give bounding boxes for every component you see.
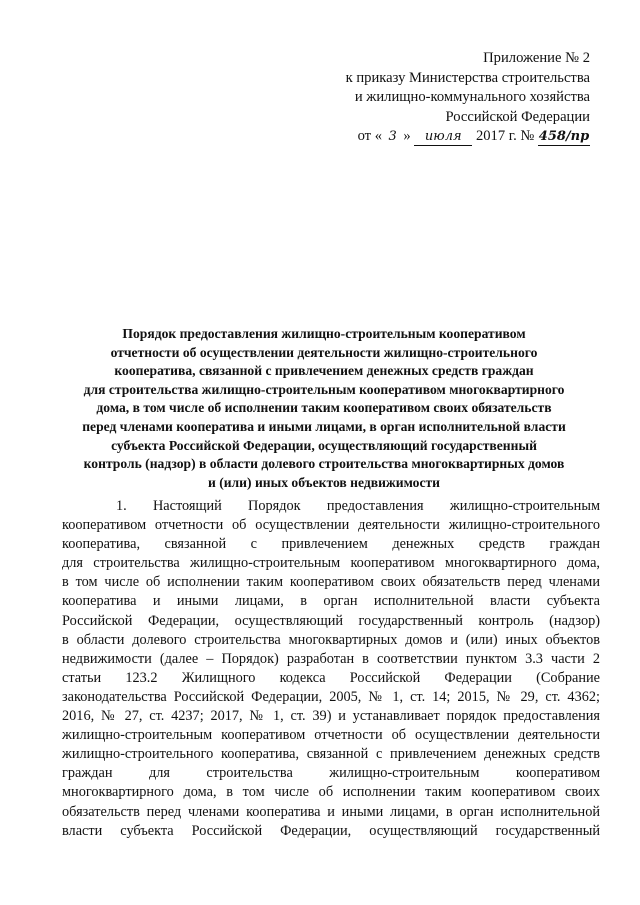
body-line: в том числе об исполнении таким кооперативом своих обязательств перед членами xyxy=(62,574,600,591)
document-title xyxy=(48,325,600,492)
appendix-ministry: и жилищно-коммунального хозяйства xyxy=(354,89,590,105)
date-month-handwritten: июля xyxy=(414,129,472,146)
body-line: 2016, № 27, ст. 4237; 2017, № 1, ст. 39) и устанавливает порядок предоставления xyxy=(62,708,600,725)
title-line: контроль (надзор) в области долевого строительства многоквартирных домов xyxy=(83,456,565,472)
body-line: власти субъекта Российской Федерации, осуществляющий государственный xyxy=(62,822,600,839)
body-line: кооперативом отчетности об осуществлении деятельности жилищно-строительного xyxy=(62,517,600,534)
title-line: отчетности об осуществлении деятельности жилищно-строительного xyxy=(110,344,538,360)
date-mid: » xyxy=(403,128,411,144)
title-line: для строительства жилищно-строительным кооперативом многоквартирного xyxy=(83,381,565,397)
appendix-header xyxy=(290,49,590,147)
appendix-order-ref: к приказу Министерства строительства xyxy=(345,69,590,86)
appendix-country: Российской Федерации xyxy=(445,108,590,125)
body-line: для строительства жилищно-строительным кооперативом многоквартирного дома, xyxy=(62,555,600,572)
body-line: жилищно-строительным кооперативом отчетности об осуществлении деятельности xyxy=(62,727,600,744)
body-line: недвижимости (далее – Порядок) разработан в соответствии пунктом 3.3 части 2 xyxy=(62,650,600,667)
title-line: дома, в том числе об исполнении таким кооперативом своих обязательств xyxy=(96,400,552,416)
appendix-date-line xyxy=(290,127,590,147)
title-line: и (или) иных объектов недвижимости xyxy=(207,474,441,490)
title-line: перед членами кооператива и иными лицами, в орган исполнительной власти xyxy=(82,418,566,434)
body-line: 1. Настоящий Порядок предоставления жилищно-строительным xyxy=(116,498,600,514)
body-line: кооператива и иными лицами, в орган исполнительной власти субъекта xyxy=(62,593,600,610)
order-number-handwritten: 458/пр xyxy=(538,129,590,144)
title-line: Порядок предоставления жилищно-строительным кооперативом xyxy=(122,326,526,341)
date-year-number-label: 2017 г. № xyxy=(475,128,535,144)
title-line: кооператива, связанной с привлечением денежных средств граждан xyxy=(114,363,534,379)
paragraph-1 xyxy=(62,497,600,841)
title-line: субъекта Российской Федерации, осуществляющий государственный xyxy=(111,437,537,453)
appendix-number: Приложение № 2 xyxy=(483,50,590,66)
body-line: кооператива, связанной с привлечением денежных средств граждан xyxy=(62,536,600,553)
body-line: граждан для строительства жилищно-строительным кооперативом xyxy=(62,765,600,782)
body-line: законодательства Российской Федерации, 2005, № 1, ст. 14; 2015, № 29, ст. 4362; xyxy=(62,688,600,705)
body-line: жилищно-строительного кооператива, связанной с привлечением денежных средств xyxy=(62,746,600,763)
body-line: в области долевого строительства многоквартирных домов и (или) иных объектов xyxy=(62,631,600,648)
body-line: статьи 123.2 Жилищного кодекса Российской Федерации (Собрание xyxy=(62,669,600,686)
body-line: Российской Федерации, осуществляющий государственный контроль (надзор) xyxy=(62,612,600,629)
body-line: многоквартирного дома, в том числе об исполнении таким кооперативом своих xyxy=(62,784,600,801)
body-line: обязательств перед членами кооператива и иными лицами, в орган исполнительной xyxy=(62,803,600,820)
date-prefix: от « xyxy=(357,128,383,144)
date-day: 3 xyxy=(388,129,397,144)
